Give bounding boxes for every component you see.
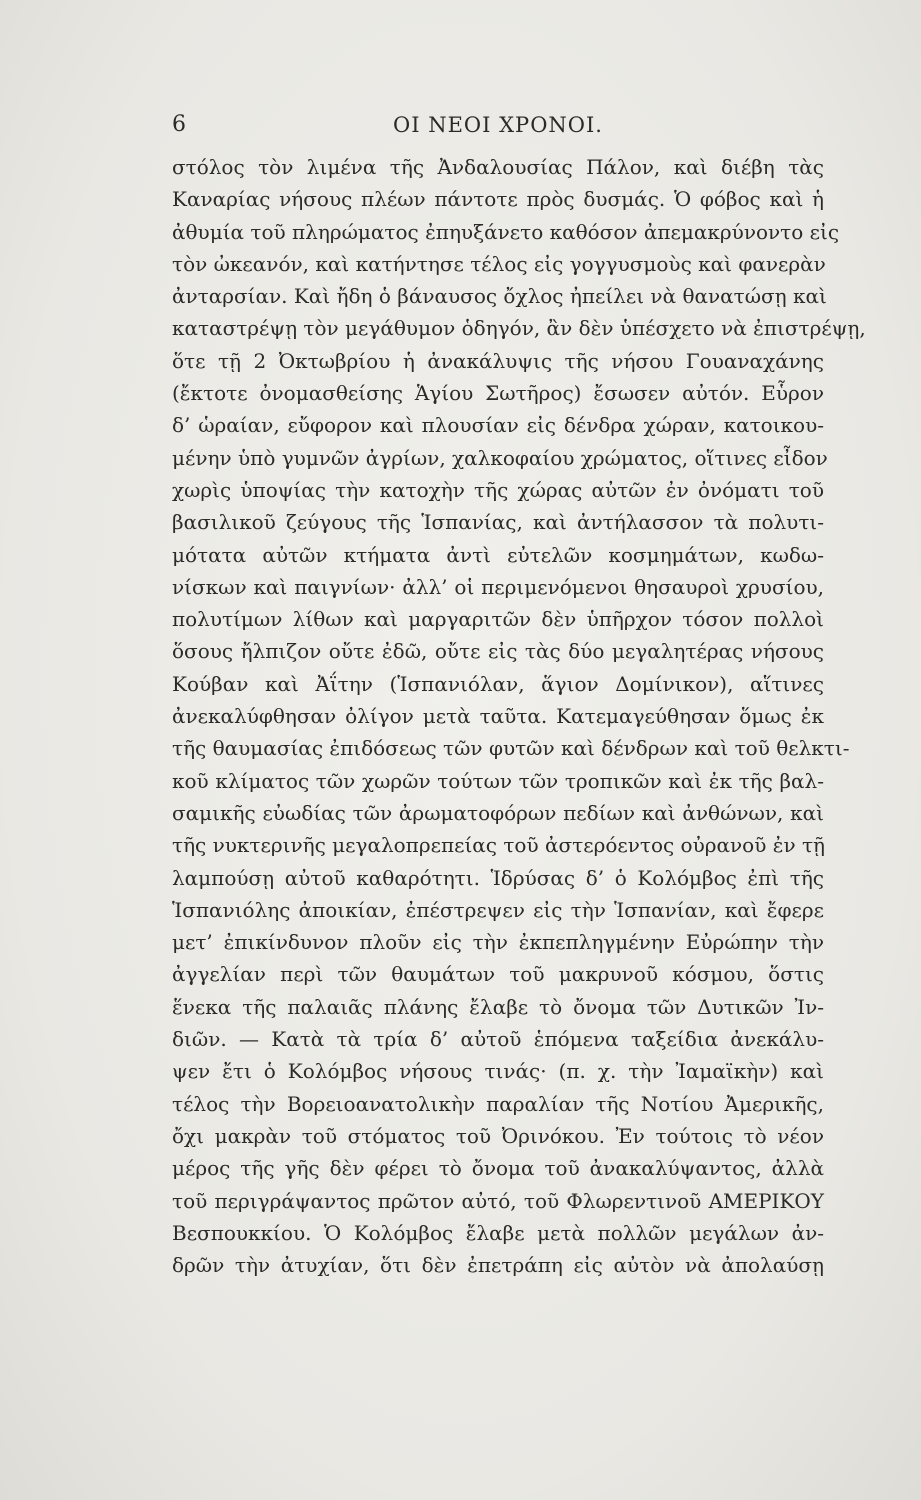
text-line: τοῦ περιγράψαντος πρῶτον αὐτό, τοῦ Φλωρεντινοῦ ΑΜΕΡΙΚΟΥ <box>172 1188 824 1213</box>
text-line: χωρὶς ὑποψίας τὴν κατοχὴν τῆς χώρας αὐτῶν ἐν ὀνόματι τοῦ <box>172 477 824 502</box>
text-line: Ἱσπανιόλης ἀποικίαν, ἐπέστρεψεν εἰς τὴν Ἱσπανίαν, καὶ ἔφερε <box>172 897 824 922</box>
text-line: τέλος τὴν Βορειοανατολικὴν παραλίαν τῆς Νοτίου Ἀμερικῆς, <box>172 1091 824 1116</box>
text-line: ἀγγελίαν περὶ τῶν θαυμάτων τοῦ μακρυνοῦ κόσμου, ὅστις <box>172 962 824 987</box>
text-line: Κούβαν καὶ Ἀΐτην (Ἱσπανιόλαν, ἅγιον Δομίνικον), αἵτινες <box>172 671 824 696</box>
text-line: καταστρέψῃ τὸν μεγάθυμον ὁδηγόν, ἂν δὲν ὑπέσχετο νὰ ἐπιστρέψῃ, <box>172 316 866 341</box>
text-line: ἀνεκαλύφθησαν ὀλίγον μετὰ ταῦτα. Κατεμαγεύθησαν ὅμως ἐκ <box>172 704 824 729</box>
page-number: 6 <box>172 112 186 137</box>
text-line: σαμικῆς εὐωδίας τῶν ἀρωματοφόρων πεδίων καὶ ἀνθώνων, καὶ <box>172 800 824 825</box>
text-line: στόλος τὸν λιμένα τῆς Ἀνδαλουσίας Πάλον, καὶ διέβη τὰς <box>172 155 824 179</box>
text-line: μετ’ ἐπικίνδυνον πλοῦν εἰς τὴν ἐκπεπληγμένην Εὐρώπην τὴν <box>172 930 824 955</box>
text-line: δρῶν τὴν ἀτυχίαν, ὅτι δὲν ἐπετράπη εἰς αὐτὸν νὰ ἀπολαύσῃ <box>172 1253 824 1278</box>
text-line: κοῦ κλίματος τῶν χωρῶν τούτων τῶν τροπικῶν καὶ ἐκ τῆς βαλ- <box>172 768 824 793</box>
text-line: νίσκων καὶ παιγνίων· ἀλλ’ οἱ περιμενόμενοι θησαυροὶ χρυσίου, <box>172 574 824 599</box>
running-title: ΟΙ ΝΕΟΙ ΧΡΟΝΟΙ. <box>393 113 603 137</box>
text-line: μένην ὑπὸ γυμνῶν ἀγρίων, χαλκοφαίου χρώματος, οἵτινες εἶδον <box>172 445 828 470</box>
body-text <box>172 151 866 1281</box>
text-line: Καναρίας νήσους πλέων πάντοτε πρὸς δυσμάς. Ὁ φόβος καὶ ἡ <box>172 187 824 212</box>
text-line: τῆς νυκτερινῆς μεγαλοπρεπείας τοῦ ἀστερόεντος οὐρανοῦ ἐν τῇ <box>172 833 826 858</box>
text-line: τῆς θαυμασίας ἐπιδόσεως τῶν φυτῶν καὶ δένδρων καὶ τοῦ θελκτι- <box>172 736 850 761</box>
text-line: ἕνεκα τῆς παλαιᾶς πλάνης ἔλαβε τὸ ὄνομα τῶν Δυτικῶν Ἰν- <box>172 994 824 1019</box>
text-line: ἀθυμία τοῦ πληρώματος ἐπηυξάνετο καθόσον ἀπεμακρύνοντο εἰς <box>172 219 840 244</box>
text-line: ὅτε τῇ 2 Ὀκτωβρίου ἡ ἀνακάλυψις τῆς νήσου Γουαναχάνης <box>172 348 824 373</box>
page-header <box>172 112 824 142</box>
text-line: τὸν ὠκεανόν, καὶ κατήντησε τέλος εἰς γογγυσμοὺς καὶ φανερὰν <box>172 251 826 276</box>
text-line: (ἔκτοτε ὀνομασθείσης Ἁγίου Σωτῆρος) ἔσωσεν αὐτόν. Εὗρον <box>172 381 824 406</box>
text-line: μότατα αὐτῶν κτήματα ἀντὶ εὐτελῶν κοσμημάτων, κωδω- <box>172 542 824 567</box>
text-line: ἀνταρσίαν. Καὶ ἤδη ὁ βάναυσος ὄχλος ἠπείλει νὰ θανατώσῃ καὶ <box>172 284 827 309</box>
text-line: ὅσους ἤλπιζον οὔτε ἐδῶ, οὔτε εἰς τὰς δύο μεγαλητέρας νήσους <box>172 639 824 664</box>
text-line: βασιλικοῦ ζεύγους τῆς Ἱσπανίας, καὶ ἀντήλασσον τὰ πολυτι- <box>172 510 824 535</box>
text-line: δ’ ὡραίαν, εὔφορον καὶ πλουσίαν εἰς δένδρα χώραν, κατοικου- <box>172 413 824 438</box>
text-line: Βεσπουκκίου. Ὁ Κολόμβος ἔλαβε μετὰ πολλῶν μεγάλων ἀν- <box>172 1220 824 1245</box>
text-line: λαμπούσῃ αὐτοῦ καθαρότητι. Ἱδρύσας δ’ ὁ Κολόμβος ἐπὶ τῆς <box>172 865 824 890</box>
text-line: ψεν ἔτι ὁ Κολόμβος νήσους τινάς· (π. χ. τὴν Ἰαμαϊκὴν) καὶ <box>172 1059 824 1084</box>
text-line: ὄχι μακρὰν τοῦ στόματος τοῦ Ὀρινόκου. Ἐν τούτοις τὸ νέον <box>172 1123 824 1148</box>
text-line: πολυτίμων λίθων καὶ μαργαριτῶν δὲν ὑπῆρχον τόσον πολλοὶ <box>172 607 824 632</box>
text-line: διῶν. — Κατὰ τὰ τρία δ’ αὐτοῦ ἑπόμενα ταξείδια ἀνεκάλυ- <box>172 1027 824 1052</box>
text-line: μέρος τῆς γῆς δὲν φέρει τὸ ὄνομα τοῦ ἀνακαλύψαντος, ἀλλὰ <box>172 1156 824 1181</box>
